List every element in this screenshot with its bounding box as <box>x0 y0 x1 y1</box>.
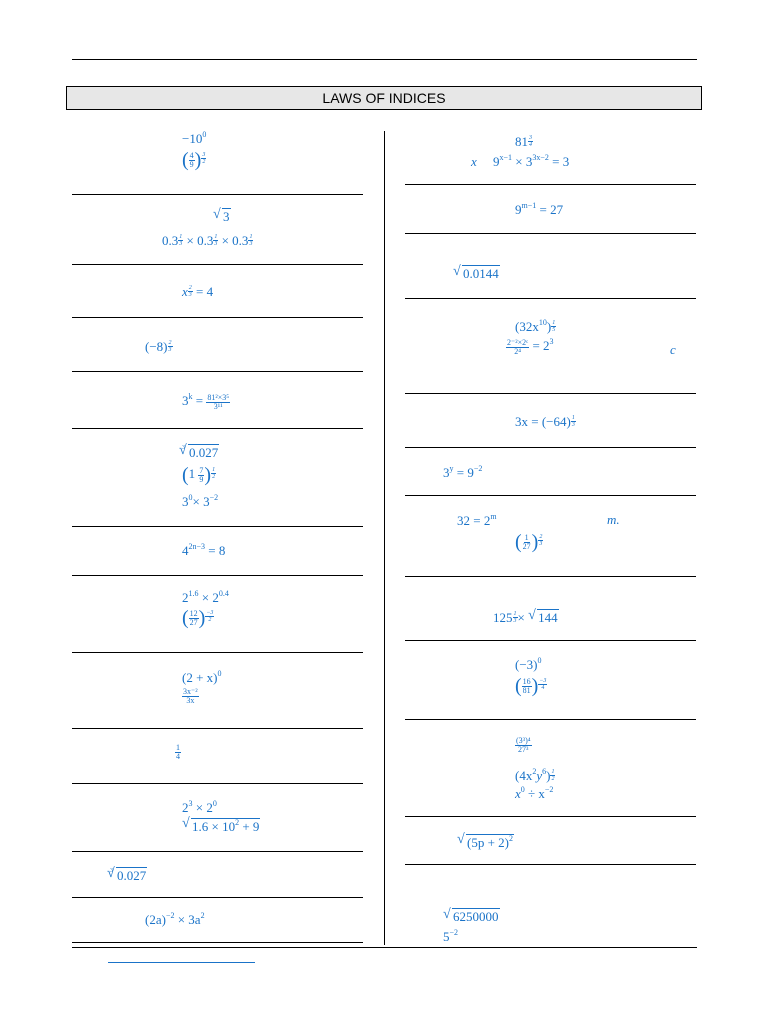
math-expression: 3$^k$ = $\frac{\text{81²×3⁵}}{\text{3¹¹}}$ <box>182 392 230 411</box>
math-expression: x $\frac{2}{3}$ = 4 <box>182 284 214 299</box>
math-expression: $9^{m-1} = 27$ <box>515 201 564 217</box>
math-expression: √ 3 <box>213 210 231 223</box>
column-divider <box>384 131 385 945</box>
left-separator <box>72 526 363 527</box>
math-variable: m. <box>607 512 620 527</box>
math-expression: 0.3 $\frac{1}{3}$ × 0.3 $\frac{1}{3}$ × 0.3 $\frac{1}{3}$ <box>162 233 253 248</box>
math-variable: c <box>670 342 676 357</box>
math-expression: $\frac{\text{(3³)⁴}}{\text{27³}}$ <box>516 736 531 754</box>
math-expression: (1 $\frac{7}{9}$ ) $\frac{1}{2}$ <box>182 464 216 486</box>
left-separator <box>72 317 363 318</box>
left-separator <box>72 194 363 195</box>
right-separator <box>405 576 696 577</box>
math-expression: $^3$√ 0.027 <box>110 868 147 882</box>
math-expression: $-10^0$ <box>182 130 207 146</box>
left-separator <box>72 575 363 576</box>
math-expression: $(2a)^{-2} \times 3a^2$ <box>145 911 205 927</box>
math-expression: ( $\frac{12}{27}$ ) $\frac{-3}{2}$ <box>182 607 214 629</box>
math-expression: $3^0\times 3^{-2}$ <box>182 493 219 509</box>
left-separator <box>72 428 363 429</box>
right-separator <box>405 233 696 234</box>
math-expression: 81 $\frac{3}{4}$ <box>515 134 532 149</box>
bottom-rule <box>72 947 697 948</box>
left-separator <box>72 851 363 852</box>
math-expression: $(2 + x)^0$ <box>182 669 222 685</box>
math-expression: $4^{2n-3} = 8$ <box>182 542 226 558</box>
right-separator <box>405 864 696 865</box>
footer-link[interactable] <box>108 962 255 963</box>
right-separator <box>405 393 696 394</box>
math-expression: $3^y = 9^{-2}$ <box>443 464 483 480</box>
math-expression: $\frac{\text{2⁻²×2ᶜ}}{\text{2⁴}}$ = $2^3$ <box>507 337 554 356</box>
math-expression: $2^3 \times 2^0$ <box>182 799 217 815</box>
math-expression: ( $\frac{4}{9}$ ) $\frac{3}{2}$ <box>182 149 206 171</box>
math-expression: $\frac{\text{3x⁻²}}{3x}$ <box>183 687 198 705</box>
math-expression: √ $1.6 \times 10^2 + 9$ <box>182 819 260 833</box>
math-expression: 125 $\frac{1}{3}$ × √ 144 <box>493 611 559 624</box>
math-expression: 3x = (−64) $\frac{1}{3}$ <box>515 414 575 429</box>
page-title-text: LAWS OF INDICES <box>322 90 446 106</box>
left-separator <box>72 371 363 372</box>
math-expression: (−8) $\frac{2}{3}$ <box>145 339 172 354</box>
math-expression: ( $\frac{1}{27}$ ) $\frac{2}{3}$ <box>515 531 543 553</box>
right-separator <box>405 298 696 299</box>
left-separator <box>72 264 363 265</box>
right-separator <box>405 719 696 720</box>
math-expression: $32 = 2^m$ <box>457 512 497 528</box>
right-separator <box>405 447 696 448</box>
math-expression: $(4x^2y^6)$ $\frac{1}{2}$ <box>515 767 555 783</box>
right-separator <box>405 816 696 817</box>
left-separator <box>72 942 363 943</box>
top-rule <box>72 59 697 60</box>
math-expression: √ $(5p + 2)^2$ <box>457 835 514 849</box>
right-separator <box>405 184 696 185</box>
math-expression: $5^{-2}$ <box>443 928 459 944</box>
math-expression: $x^0 \div x^{-2}$ <box>515 785 554 801</box>
math-expression: $2^{1.6} \times 2^{0.4}$ <box>182 589 229 605</box>
math-expression: √ 6250000 <box>443 910 500 923</box>
math-expression: $(32x^{10})$ $\frac{1}{5}$ <box>515 318 556 334</box>
left-separator <box>72 652 363 653</box>
left-separator <box>72 897 363 898</box>
math-expression: $(-3)^0$ <box>515 656 542 672</box>
math-expression: $^3$√ 0.027 <box>182 445 219 459</box>
page-title <box>66 86 702 110</box>
math-expression: ( $\frac{16}{81}$ ) $\frac{-3}{4}$ <box>515 675 547 697</box>
right-separator <box>405 640 696 641</box>
math-expression: $\frac{1}{4}$ <box>176 743 180 761</box>
left-separator <box>72 728 363 729</box>
right-separator <box>405 495 696 496</box>
left-separator <box>72 783 363 784</box>
math-expression: x $9^{x-1} \times 3^{3x-2} = 3$ <box>471 153 570 169</box>
math-expression: √ 0.0144 <box>453 267 500 280</box>
